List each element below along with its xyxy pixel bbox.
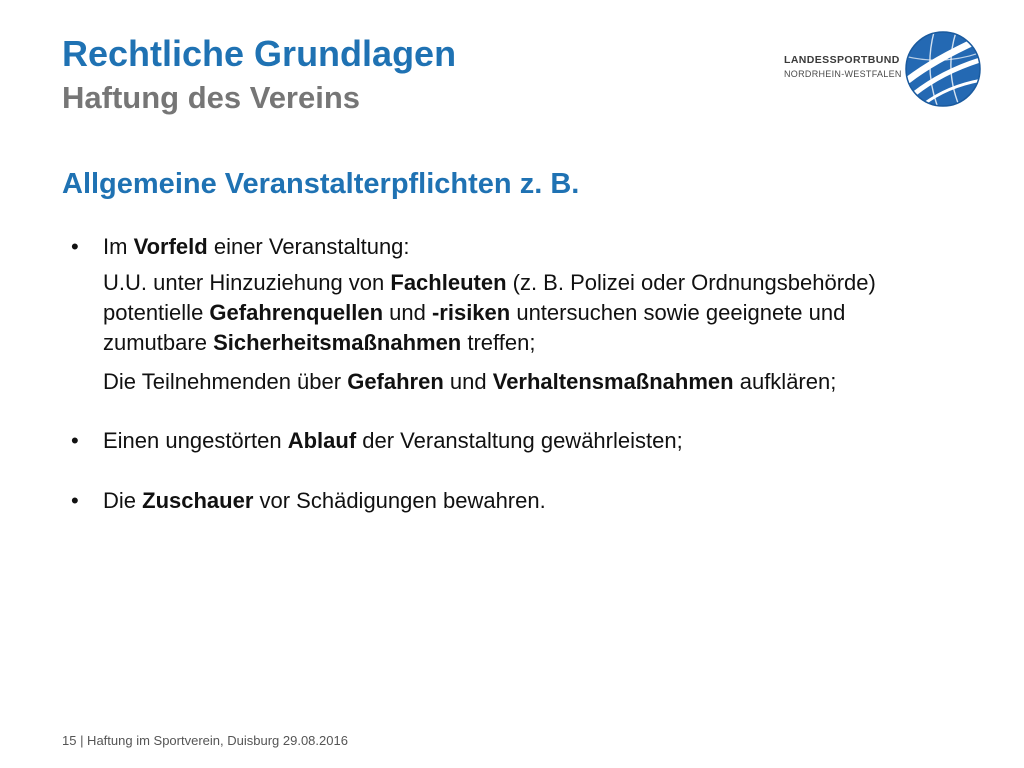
bullet-bold: Zuschauer [142, 488, 254, 513]
para-bold: Fachleuten [390, 270, 507, 295]
bullet-text: Im [103, 234, 134, 259]
para-bold: Verhaltensmaßnahmen [492, 369, 734, 394]
sub-paragraph [62, 367, 942, 397]
footer: 15 | Haftung im Sportverein, Duisburg 29.08.2016 [62, 733, 348, 748]
logo-line2: NORDRHEIN-WESTFALEN [784, 69, 902, 79]
para-bold: Gefahren [347, 369, 444, 394]
section-heading: Allgemeine Veranstalterpflichten z. B. [62, 168, 580, 200]
logo-wordmark [784, 54, 902, 79]
para-bold: -risiken [431, 300, 511, 325]
bullet-text: Einen ungestörten [103, 428, 288, 453]
para-bold: Gefahrenquellen [209, 300, 384, 325]
bullet-text: Die [103, 488, 143, 513]
landessportbund-logo [784, 30, 984, 110]
para-text: treffen; [461, 330, 536, 355]
para-bold: Sicherheitsmaßnahmen [213, 330, 462, 355]
content-body [62, 232, 942, 516]
logo-line1: LANDESSPORTBUND [784, 54, 900, 66]
bullet-text: der Veranstaltung gewährleisten; [356, 428, 683, 453]
para-text: U.U. unter Hinzuziehung von [103, 270, 391, 295]
para-text: Die Teilnehmenden über [103, 369, 348, 394]
bullet-icon: • [71, 488, 79, 513]
para-text: (z. B. Polizei oder Ordnungsbehörde) potentielle [103, 270, 876, 325]
bullet-item [62, 426, 942, 456]
bullet-item [62, 232, 942, 262]
globe-emblem-icon [904, 30, 982, 108]
para-text: aufklären; [733, 369, 837, 394]
bullet-text: vor Schädigungen bewahren. [253, 488, 546, 513]
bullet-item [62, 486, 942, 516]
bullet-bold: Ablauf [287, 428, 357, 453]
bullet-text: einer Veranstaltung: [207, 234, 410, 259]
slide-subtitle: Haftung des Vereins [62, 80, 361, 115]
slide-title: Rechtliche Grundlagen [62, 33, 457, 74]
bullet-icon: • [71, 428, 79, 453]
sub-paragraph [62, 268, 942, 358]
bullet-bold: Vorfeld [133, 234, 208, 259]
para-text: und [383, 300, 432, 325]
bullet-icon: • [71, 234, 79, 259]
para-text: untersuchen sowie geeignete und zumutbare [103, 300, 846, 355]
para-text: und [443, 369, 493, 394]
